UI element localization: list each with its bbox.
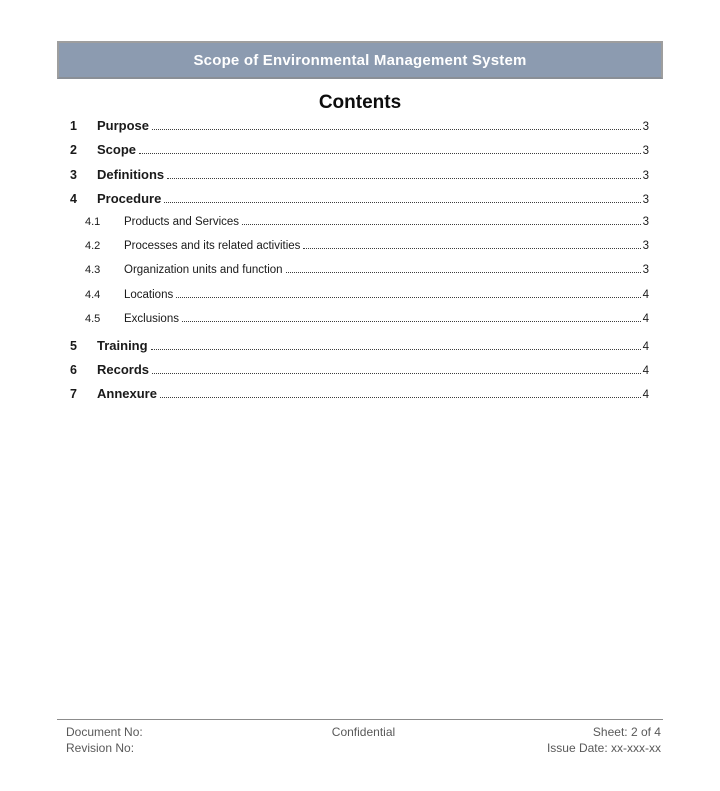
toc-item-label: Records [97, 361, 150, 377]
toc-item-page: 4 [642, 340, 649, 353]
footer-issue-date: Issue Date: xx-xxx-xx [546, 741, 661, 755]
toc-item-processes-and-activities[interactable] [57, 240, 663, 264]
toc-item-training[interactable] [57, 338, 663, 362]
page-footer [57, 719, 663, 756]
document-title-banner [57, 41, 663, 79]
toc-item-page: 3 [642, 169, 649, 182]
dot-leader [152, 371, 641, 374]
toc-item-label: Exclusions [124, 313, 179, 326]
toc-item-number: 4.1 [85, 215, 101, 228]
footer-revision-no: Revision No: [66, 741, 135, 755]
dot-leader [139, 151, 641, 154]
toc-item-organization-units[interactable] [57, 264, 663, 288]
footer-confidential-label: Confidential [331, 725, 396, 739]
toc-item-label: Scope [97, 142, 137, 158]
toc-item-scope[interactable] [57, 142, 663, 166]
toc-item-exclusions[interactable] [57, 313, 663, 337]
toc-item-number: 2 [70, 143, 77, 158]
footer-sheet-number: Sheet: 2 of 4 [592, 725, 661, 739]
toc-item-number: 6 [70, 362, 77, 377]
toc-item-label: Organization units and function [124, 264, 283, 277]
toc-item-label: Annexure [97, 386, 157, 402]
toc-item-page: 3 [642, 215, 649, 228]
toc-item-page: 3 [642, 121, 649, 133]
dot-leader [164, 200, 640, 203]
dot-leader [182, 319, 641, 322]
toc-item-label: Purpose [97, 118, 150, 133]
toc-item-number: 5 [70, 338, 77, 353]
footer-document-no: Document No: [66, 725, 143, 739]
dot-leader [151, 347, 641, 350]
toc-item-label: Processes and its related activities [124, 239, 301, 252]
toc-item-locations[interactable] [57, 289, 663, 313]
dot-leader [167, 176, 640, 179]
dot-leader [242, 222, 641, 225]
toc-item-label: Definitions [97, 166, 165, 182]
dot-leader [303, 246, 640, 249]
contents-heading: Contents [318, 92, 402, 113]
toc-item-number: 4.4 [85, 288, 101, 301]
dot-leader [176, 295, 640, 298]
toc-item-label: Products and Services [124, 215, 240, 228]
toc-item-procedure[interactable] [57, 191, 663, 215]
toc-item-number: 4.3 [85, 264, 101, 277]
table-of-contents [57, 118, 663, 411]
toc-item-number: 4.5 [85, 313, 101, 326]
dot-leader [160, 395, 641, 398]
toc-item-page: 3 [642, 194, 649, 207]
toc-item-page: 4 [642, 313, 649, 326]
toc-item-purpose[interactable] [57, 118, 663, 142]
toc-item-number: 4 [70, 192, 77, 207]
dot-leader [152, 127, 641, 130]
toc-item-label: Training [97, 337, 148, 353]
dot-leader [286, 270, 641, 273]
toc-item-number: 7 [70, 387, 77, 402]
toc-item-page: 3 [642, 239, 649, 252]
toc-item-page: 4 [642, 364, 649, 377]
toc-item-label: Procedure [97, 191, 162, 207]
toc-item-number: 4.2 [85, 239, 101, 252]
toc-item-annexure[interactable] [57, 386, 663, 410]
toc-item-records[interactable] [57, 362, 663, 386]
toc-item-page: 4 [642, 389, 649, 402]
toc-item-label: Locations [124, 288, 174, 301]
toc-item-products-and-services[interactable] [57, 216, 663, 240]
toc-item-page: 3 [642, 145, 649, 158]
toc-item-page: 3 [642, 264, 649, 277]
toc-item-definitions[interactable] [57, 167, 663, 191]
toc-item-number: 1 [70, 119, 77, 133]
toc-item-page: 4 [642, 288, 649, 301]
document-title: Scope of Environmental Management System [193, 51, 527, 69]
toc-item-number: 3 [70, 167, 77, 182]
